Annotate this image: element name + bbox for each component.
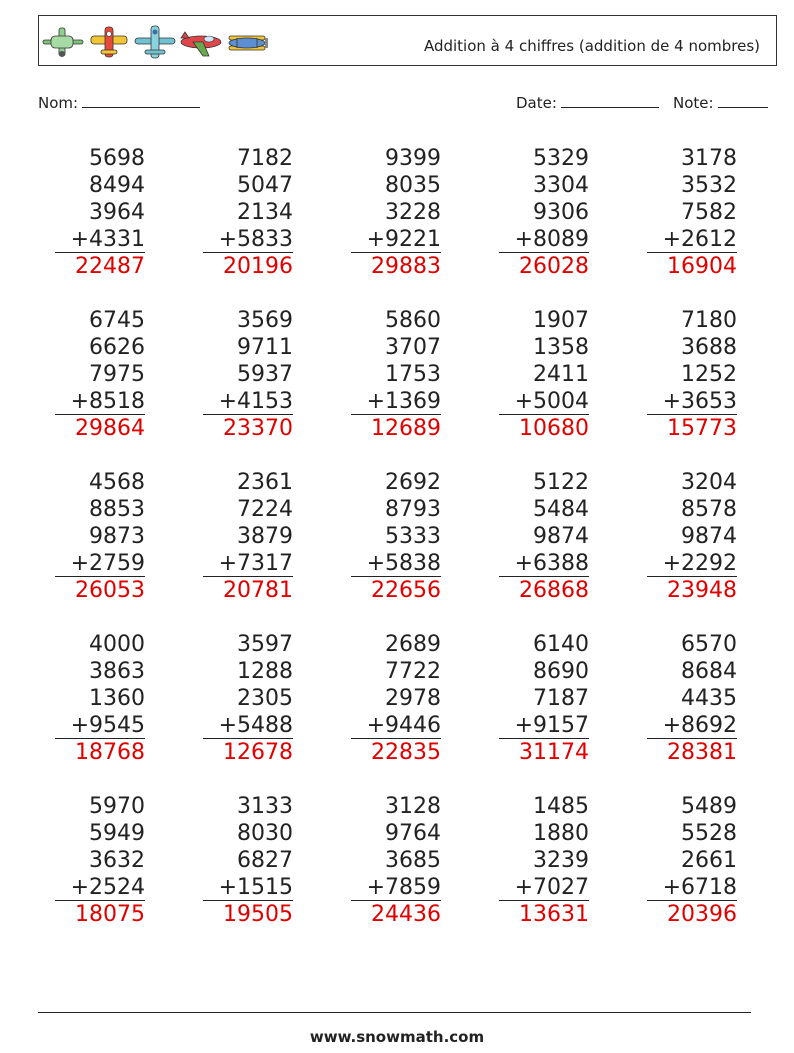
addend: 6827 <box>237 848 293 873</box>
answer: 19505 <box>223 902 293 927</box>
addend: 4000 <box>89 632 145 657</box>
addition-problem <box>499 307 589 443</box>
addend-with-plus: +5004 <box>499 388 589 415</box>
addend-with-plus: +8518 <box>55 388 145 415</box>
blue-biplane-icon <box>229 36 268 50</box>
addend: 4435 <box>681 686 737 711</box>
score-label: Note: <box>673 94 714 112</box>
addition-problem <box>55 145 145 281</box>
addend: 2661 <box>681 848 737 873</box>
answer: 22487 <box>75 254 145 279</box>
addend: 3964 <box>89 200 145 225</box>
addend: 3204 <box>681 470 737 495</box>
answer: 13631 <box>519 902 589 927</box>
answer: 26028 <box>519 254 589 279</box>
addend-with-plus: +7859 <box>351 874 441 901</box>
addend: 5970 <box>89 794 145 819</box>
addend: 5047 <box>237 173 293 198</box>
addend-with-plus: +4153 <box>203 388 293 415</box>
yellow-plane-icon <box>91 27 127 57</box>
answer: 12689 <box>371 416 441 441</box>
addend-with-plus: +7317 <box>203 550 293 577</box>
name-blank[interactable] <box>82 93 200 108</box>
addend: 7224 <box>237 497 293 522</box>
addend: 5489 <box>681 794 737 819</box>
addend: 3597 <box>237 632 293 657</box>
addition-problem <box>499 469 589 605</box>
addend: 2411 <box>533 362 589 387</box>
name-field <box>38 93 200 112</box>
addend: 2978 <box>385 686 441 711</box>
addend: 6570 <box>681 632 737 657</box>
addend: 5333 <box>385 524 441 549</box>
red-plane-icon <box>181 32 221 56</box>
addend-with-plus: +8089 <box>499 226 589 253</box>
answer: 28381 <box>667 740 737 765</box>
addition-problem <box>351 631 441 767</box>
addition-problem <box>499 631 589 767</box>
addition-problem <box>647 631 737 767</box>
addition-problem <box>351 145 441 281</box>
addend-with-plus: +2292 <box>647 550 737 577</box>
answer: 22835 <box>371 740 441 765</box>
answer: 26868 <box>519 578 589 603</box>
addition-problem <box>351 307 441 443</box>
addend: 7722 <box>385 659 441 684</box>
addend: 9874 <box>681 524 737 549</box>
answer: 23948 <box>667 578 737 603</box>
answer: 26053 <box>75 578 145 603</box>
addend-with-plus: +2759 <box>55 550 145 577</box>
addend: 8494 <box>89 173 145 198</box>
addend-with-plus: +5488 <box>203 712 293 739</box>
addend-with-plus: +9446 <box>351 712 441 739</box>
addition-problem <box>647 469 737 605</box>
addend: 8690 <box>533 659 589 684</box>
addend: 1358 <box>533 335 589 360</box>
score-blank[interactable] <box>718 93 768 108</box>
addend: 5949 <box>89 821 145 846</box>
addition-problem <box>499 145 589 281</box>
addition-problem <box>203 631 293 767</box>
addend: 5122 <box>533 470 589 495</box>
addend: 9306 <box>533 200 589 225</box>
addend: 8030 <box>237 821 293 846</box>
addend: 3879 <box>237 524 293 549</box>
answer: 29864 <box>75 416 145 441</box>
addend: 7182 <box>237 146 293 171</box>
addend: 8793 <box>385 497 441 522</box>
addend-with-plus: +2612 <box>647 226 737 253</box>
addend: 1485 <box>533 794 589 819</box>
answer: 20196 <box>223 254 293 279</box>
addend: 7975 <box>89 362 145 387</box>
name-label: Nom: <box>38 94 79 112</box>
addend: 3532 <box>681 173 737 198</box>
addend-with-plus: +2524 <box>55 874 145 901</box>
teal-plane-icon <box>135 26 175 58</box>
addend: 1360 <box>89 686 145 711</box>
addend: 3239 <box>533 848 589 873</box>
answer: 20781 <box>223 578 293 603</box>
addition-problem <box>55 793 145 929</box>
addition-problem <box>647 145 737 281</box>
green-plane-icon <box>43 28 83 57</box>
addend: 2134 <box>237 200 293 225</box>
answer: 18075 <box>75 902 145 927</box>
addend-with-plus: +9221 <box>351 226 441 253</box>
addend: 3128 <box>385 794 441 819</box>
date-label: Date: <box>516 94 557 112</box>
addend: 9711 <box>237 335 293 360</box>
addend: 2692 <box>385 470 441 495</box>
addend-with-plus: +1369 <box>351 388 441 415</box>
addend: 3685 <box>385 848 441 873</box>
addend: 7187 <box>533 686 589 711</box>
addend: 9873 <box>89 524 145 549</box>
addition-problem <box>203 145 293 281</box>
answer: 22656 <box>371 578 441 603</box>
addition-problem <box>55 631 145 767</box>
addend: 4568 <box>89 470 145 495</box>
addend: 7180 <box>681 308 737 333</box>
addend: 1907 <box>533 308 589 333</box>
addend: 3228 <box>385 200 441 225</box>
addend: 3632 <box>89 848 145 873</box>
addend: 5484 <box>533 497 589 522</box>
addend-with-plus: +9545 <box>55 712 145 739</box>
addend: 3304 <box>533 173 589 198</box>
addition-problem <box>351 469 441 605</box>
addend: 2305 <box>237 686 293 711</box>
score-field <box>673 93 768 112</box>
addend: 9764 <box>385 821 441 846</box>
answer: 18768 <box>75 740 145 765</box>
answer: 29883 <box>371 254 441 279</box>
addition-problem <box>351 793 441 929</box>
addend: 5937 <box>237 362 293 387</box>
addend: 1753 <box>385 362 441 387</box>
addend: 3133 <box>237 794 293 819</box>
worksheet-header <box>38 15 777 66</box>
worksheet-title: Addition à 4 chiffres (addition de 4 nombres) <box>423 37 760 55</box>
answer: 10680 <box>519 416 589 441</box>
answer: 23370 <box>223 416 293 441</box>
addend: 6140 <box>533 632 589 657</box>
addend-with-plus: +6388 <box>499 550 589 577</box>
addend: 3863 <box>89 659 145 684</box>
answer: 12678 <box>223 740 293 765</box>
addend-with-plus: +8692 <box>647 712 737 739</box>
addend: 5528 <box>681 821 737 846</box>
addend: 5698 <box>89 146 145 171</box>
airplane-icons <box>41 24 271 60</box>
addend: 2361 <box>237 470 293 495</box>
answer: 15773 <box>667 416 737 441</box>
addend-with-plus: +5838 <box>351 550 441 577</box>
footer-site: www.snowmath.com <box>309 1028 485 1046</box>
addend: 6745 <box>89 308 145 333</box>
date-blank[interactable] <box>561 93 659 108</box>
addend-with-plus: +7027 <box>499 874 589 901</box>
addend-with-plus: +4331 <box>55 226 145 253</box>
addend: 9874 <box>533 524 589 549</box>
addend: 8684 <box>681 659 737 684</box>
addition-problem <box>499 793 589 929</box>
addend: 5860 <box>385 308 441 333</box>
addend: 3688 <box>681 335 737 360</box>
addition-problem <box>647 307 737 443</box>
addend: 1252 <box>681 362 737 387</box>
answer: 20396 <box>667 902 737 927</box>
addend-with-plus: +1515 <box>203 874 293 901</box>
addend: 6626 <box>89 335 145 360</box>
addend: 3569 <box>237 308 293 333</box>
addend: 9399 <box>385 146 441 171</box>
addend: 8578 <box>681 497 737 522</box>
addend: 3707 <box>385 335 441 360</box>
addition-problem <box>203 793 293 929</box>
addend: 2689 <box>385 632 441 657</box>
date-field <box>516 93 659 112</box>
addition-problem <box>647 793 737 929</box>
addend-with-plus: +3653 <box>647 388 737 415</box>
answer: 16904 <box>667 254 737 279</box>
footer-divider <box>38 1012 751 1013</box>
addend: 5329 <box>533 146 589 171</box>
addition-problem <box>203 307 293 443</box>
answer: 31174 <box>519 740 589 765</box>
addend: 7582 <box>681 200 737 225</box>
addition-problem <box>55 307 145 443</box>
addend-with-plus: +5833 <box>203 226 293 253</box>
addend-with-plus: +6718 <box>647 874 737 901</box>
addend: 8035 <box>385 173 441 198</box>
addend: 3178 <box>681 146 737 171</box>
addend: 1880 <box>533 821 589 846</box>
addend: 8853 <box>89 497 145 522</box>
addition-problem <box>203 469 293 605</box>
addition-problem <box>55 469 145 605</box>
answer: 24436 <box>371 902 441 927</box>
addend: 1288 <box>237 659 293 684</box>
addend-with-plus: +9157 <box>499 712 589 739</box>
